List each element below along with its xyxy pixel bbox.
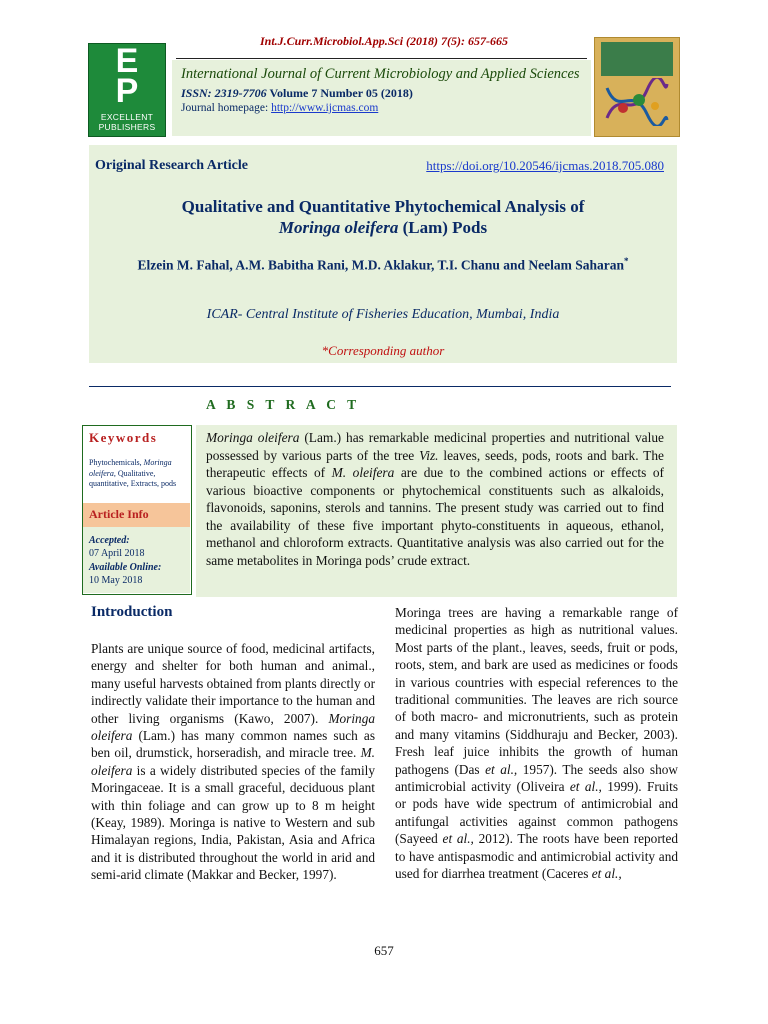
corresponding-mark: * [624,256,629,266]
author-list [89,256,677,274]
logo-text-line1: EXCELLENT [100,112,154,122]
body-etal: et al., [569,779,602,795]
homepage-link[interactable]: http://www.ijcmas.com [271,102,379,114]
body-text: (Lam.) has many common names such as ben oil, drumstick, horseradish, and miracle tree. [91,728,375,761]
body-text: is a widely distributed species of the family Moringaceae. It is a small graceful, deciduous plant with thin foliage and can grow up to 8 m height (Keay, 1989). Moringa is native to Western and sub Himalayan regions, India, Pakistan, Asia and Africa and it is distributed throughout the world in arid and semi-arid climate (Makkar and Becker, 1997). [91,762,375,883]
journal-citation: Int.J.Curr.Microbiol.App.Sci (2018) 7(5): 657-665 [259,34,508,48]
article-type: Original Research Article [95,158,248,173]
keyword: Phytochemicals, [89,458,144,467]
abstract-heading: A B S T R A C T [206,397,361,412]
issn: ISSN: 2319-7706 [181,86,267,100]
authors: Elzein M. Fahal, A.M. Babitha Rani, M.D. Aklakur, T.I. Chanu and Neelam Saharan [137,257,625,273]
keywords-heading: Keywords [89,430,158,445]
logo-text-line2: PUBLISHERS [98,122,156,132]
corresponding-author-note: *Corresponding author [321,343,445,358]
section-divider [89,386,671,387]
header-divider [176,58,587,59]
body-etal: et al., [591,866,622,882]
abstract-text-part: leaves, seeds, pods, roots and bark. The therapeutic effects of [206,447,664,480]
introduction-heading: Introduction [91,604,173,620]
title-rest: (Lam) Pods [398,218,488,237]
body-text: Plants are unique source of food, medicinal artifacts, energy and shelter for both human and animal., many useful harvests obtained from plants directly or indirectly validate their importance to the human and other living organisms (Kawo, 2007). [91,641,375,726]
page-number: 657 [374,943,394,958]
cover-title-block [601,42,673,76]
article-info-heading: Article Info [89,507,149,521]
journal-cover-image [594,37,680,137]
abstract-species-short: M. oleifera [331,465,395,480]
body-etal: et al., [442,831,474,847]
journal-name: International Journal of Current Microbiology and Applied Sciences [181,66,580,82]
body-text: Moringa trees are having a remarkable range of medicinal properties as high as nutritional values. Most parts of the plant., leaves, seeds, fruit or pods, roots, stem, and bark are used as medicines or foods in various countries with especial references to the traditional communities. The leaves are rich source of both macro- and micronutrients, such as protein and many vitamins (Siddhuraju and Becker, 2003). Fresh leaf juice inhibits the growth of human pathogens (Das [395,605,678,777]
title-block-background [89,145,677,363]
keyword-species: Moringa oleifera [89,458,172,478]
body-etal: et al., [485,761,518,777]
body-text: 2012). The roots have been reported to have antispasmodic and antimicrobial activity and used for diarrhea treatment (Caceres [395,831,678,882]
logo-letter-p: P [115,72,139,110]
cover-dna-illustration [603,78,671,126]
abstract-text [206,429,664,569]
accepted-date: 07 April 2018 [89,548,145,559]
volume: Volume 7 Number 05 (2018) [269,86,413,100]
online-date: 10 May 2018 [89,575,143,586]
body-species: M. oleifera [91,745,375,778]
keywords-list [89,458,185,490]
homepage-label: Journal homepage: [181,102,272,114]
abstract-text-part: (Lam.) has remarkable medicinal properties and nutritional value possessed by various parts of the tree [206,430,664,463]
abstract-viz: Viz. [419,447,439,463]
title-species: Moringa oleifera [278,218,399,237]
abstract-species: Moringa oleifera [206,430,300,445]
body-species: Moringa oleifera [91,710,375,744]
title-line-2 [89,217,677,238]
body-right-column [395,604,678,883]
issn-volume [181,86,413,101]
publisher-logo [88,43,166,137]
body-left-column [91,640,375,884]
accepted-label: Accepted: [89,535,130,546]
body-text: 1957). The seeds also show antimicrobial activity (Oliveira [395,761,678,795]
article-title [89,196,677,238]
title-line-1: Qualitative and Quantitative Phytochemical Analysis of [181,197,585,216]
online-label: Available Online: [89,562,162,573]
abstract-text-part: are due to the combined actions or effects of various bioactive components or phytochemical constituents such as alkaloids, flavonoids, saponins, sterols and tannins. The present study was carried out to find the availability of these five important phyto-constituents in aqueous, ethanol, methanol and chloroform extracts. Quantitative analysis was also carried out for the same metabolites in Moringa pods’ crude extract. [206,465,664,568]
keyword: , Qualitative, quantitative, Extracts, pods [89,468,177,488]
body-text: 1999). Fruits or pods have wide spectrum of antimicrobial and antifungal activities against common pathogens (Sayeed [395,779,678,847]
affiliation: ICAR- Central Institute of Fisheries Education, Mumbai, India [206,307,560,322]
doi-link[interactable]: https://doi.org/10.20546/ijcmas.2018.705.080 [426,158,664,173]
logo-letter-e: E [115,43,139,80]
journal-homepage [181,102,378,114]
